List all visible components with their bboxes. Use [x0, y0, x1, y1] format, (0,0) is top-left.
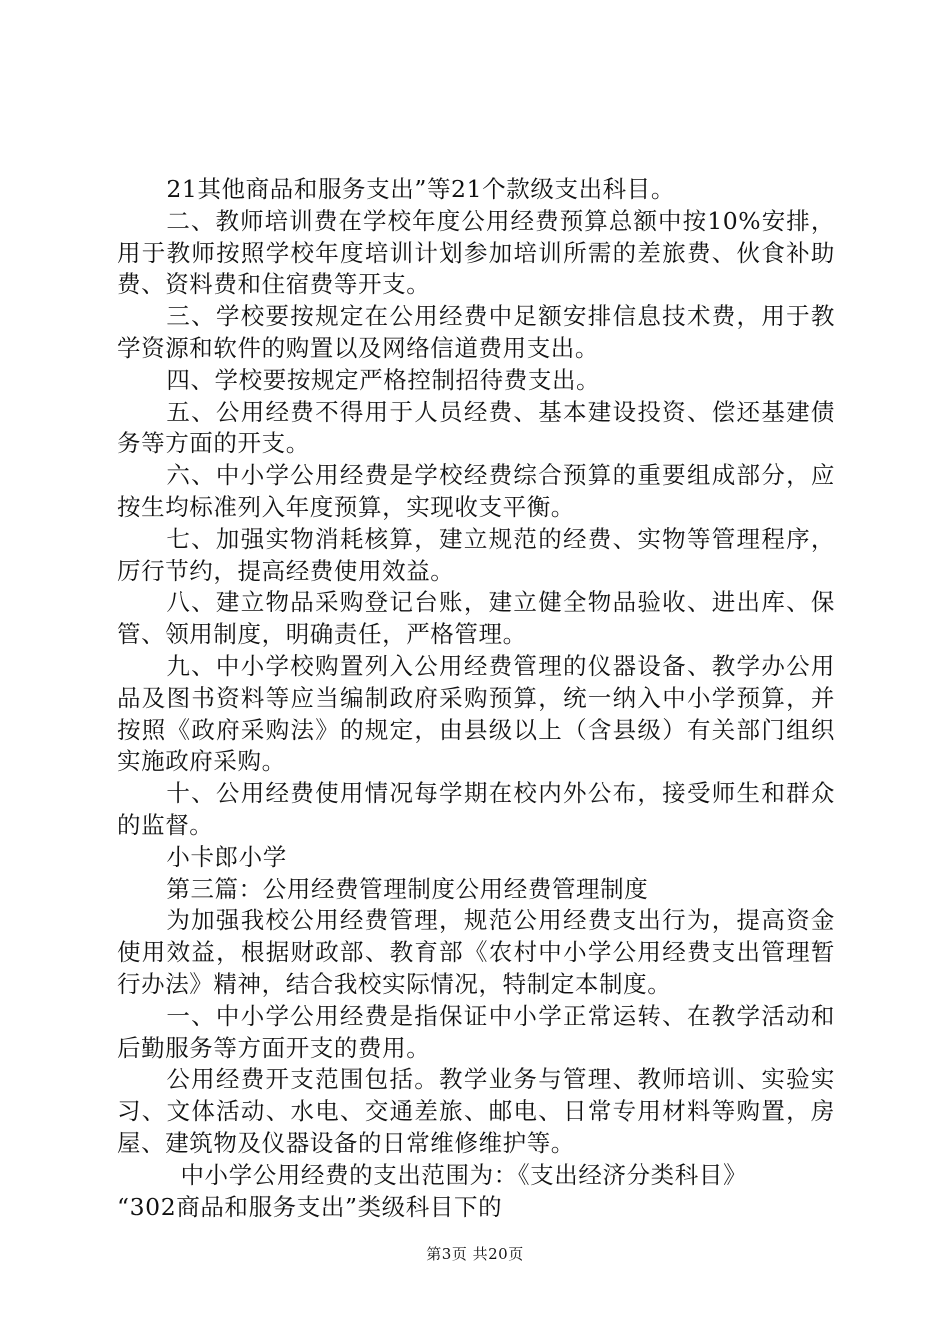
paragraph-item-10-disclosure: 十、公用经费使用情况每学期在校内外公布，接受师生和群众的监督。 — [117, 779, 835, 839]
document-body — [117, 174, 835, 1223]
section-heading: 第三篇：公用经费管理制度公用经费管理制度 — [166, 874, 649, 903]
paragraph-item-2-teacher-training: 二、教师培训费在学校年度公用经费预算总额中按10%安排，用于教师按照学校年度培训计划参加培训所需的差旅费、伙食补助费、资料费和住宿费等开支。 — [117, 206, 835, 299]
paragraph-category-302: “302商品和服务支出”类级科目下的 — [117, 1192, 503, 1221]
school-name: 小卡郎小学 — [166, 842, 287, 871]
paragraph-item-9-government-procurement: 九、中小学校购置列入公用经费管理的仪器设备、教学办公用品及图书资料等应当编制政府采购预算，统一纳入中小学预算，并按照《政府采购法》的规定，由县级以上（含县级）有关部门组织实施政府采购。 — [117, 651, 835, 776]
paragraph-expenditure-scope: 中小学公用经费的支出范围为：《支出经济分类科目》 — [180, 1160, 748, 1189]
paragraph-item-4-hospitality: 四、学校要按规定严格控制招待费支出。 — [166, 365, 601, 394]
paragraph-scope: 公用经费开支范围包括。教学业务与管理、教师培训、实验实习、文体活动、水电、交通差旅、邮电、日常专用材料等购置，房屋、建筑物及仪器设备的日常维修维护等。 — [117, 1065, 835, 1157]
paragraph-item-8-procurement-ledger: 八、建立物品采购登记台账，建立健全物品验收、进出库、保管、领用制度，明确责任，严格管理。 — [117, 588, 835, 649]
page-number-footer: 第3页 共20页 — [426, 1245, 524, 1263]
paragraph-intro: 为加强我校公用经费管理，规范公用经费支出行为，提高资金使用效益，根据财政部、教育部《农村中小学公用经费支出管理暂行办法》精神，结合我校实际情况，特制定本制度。 — [117, 906, 835, 998]
paragraph-item-7-accounting: 七、加强实物消耗核算，建立规范的经费、实物等管理程序，厉行节约，提高经费使用效益。 — [117, 524, 835, 585]
paragraph-item-6-budget: 六、中小学公用经费是学校经费综合预算的重要组成部分，应按生均标准列入年度预算，实现收支平衡。 — [117, 461, 835, 521]
paragraph-item-5-restrictions: 五、公用经费不得用于人员经费、基本建设投资、偿还基建债务等方面的开支。 — [117, 397, 835, 458]
paragraph-item-3-it-fees: 三、学校要按规定在公用经费中足额安排信息技术费，用于教学资源和软件的购置以及网络信道费用支出。 — [117, 302, 835, 362]
paragraph-subjects-end: 21其他商品和服务支出”等21个款级支出科目。 — [166, 175, 675, 203]
paragraph-item-1-definition: 一、中小学公用经费是指保证中小学正常运转、在教学活动和后勤服务等方面开支的费用。 — [117, 1001, 835, 1062]
